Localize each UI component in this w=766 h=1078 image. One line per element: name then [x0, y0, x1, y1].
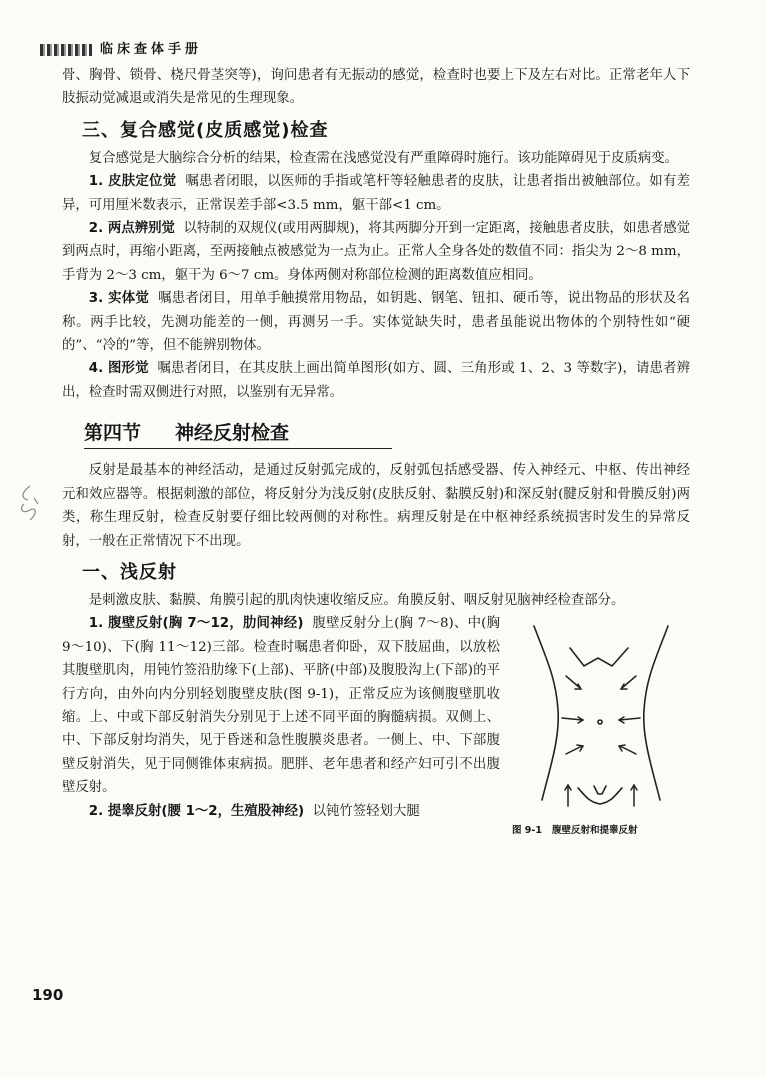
page-body	[62, 64, 690, 840]
margin-scribble-icon	[16, 484, 42, 526]
intro-paragraph: 骨、胸骨、锁骨、桡尺骨茎突等)，询问患者有无振动的感觉，检查时也要上下及左右对比。正常老年人下肢振动觉减退或消失是常见的生理现象。	[62, 68, 690, 107]
list-item	[62, 287, 690, 357]
chapter-number: 第四节	[84, 422, 142, 445]
section-heading-superficial-reflex: 一、浅反射	[82, 561, 177, 583]
item-text: 以钝竹签轻划大腿	[312, 803, 420, 819]
item-title: 2. 提睾反射(腰 1～2，生殖股神经)	[88, 803, 305, 819]
page-number: 190	[32, 986, 64, 1004]
item-title: 1. 腹壁反射(胸 7～12，肋间神经)	[88, 616, 304, 632]
chapter-intro: 反射是最基本的神经活动，是通过反射弧完成的，反射弧包括感受器、传入神经元、中枢、传出神经元和效应器等。根据刺激的部位，将反射分为浅反射(皮肤反射、黏膜反射)和深反射(腱反射和骨膜反射)两类，称生理反射，检查反射要仔细比较两侧的对称性。病理反射是在中枢神经系统损害时发生的异常反射，一般在正常情况下不出现。	[62, 463, 690, 549]
item-text: 以特制的双规仪(或用两脚规)，将其两脚分开到一定距离，接触患者皮肤，如患者感觉到两点时，再缩小距离，至两接触点被感觉为一点为止。正常人全身各处的数值不同：指尖为 2～8 mm，手背为 2～3 cm，躯干为 6～7 cm。身体两侧对称部位检测的距离数值应相同。	[62, 221, 690, 283]
figure-caption-text: 腹壁反射和提睾反射	[551, 824, 638, 836]
chapter-title: 神经反射检查	[175, 422, 290, 445]
section-intro: 是刺激皮肤、黏膜、角膜引起的肌肉快速收缩反应。角膜反射、咽反射见脑神经检查部分。	[88, 592, 625, 608]
chapter-heading	[84, 418, 392, 449]
item-title: 2. 两点辨别觉	[88, 221, 175, 237]
figure-abdominal-reflex	[512, 618, 690, 836]
section-heading-compound-sensation: 三、复合感觉(皮质感觉)检查	[82, 119, 329, 141]
running-head	[40, 38, 202, 57]
item-title: 4. 图形觉	[88, 361, 149, 377]
running-head-title: 临床查体手册	[100, 42, 203, 57]
abdomen-diagram-icon	[512, 618, 690, 814]
list-item	[62, 357, 690, 404]
list-item	[62, 217, 690, 287]
item-text: 嘱患者闭目，用单手触摸常用物品，如钥匙、钢笔、钮扣、硬币等，说出物品的形状及名称。两手比较，先测功能差的一侧，再测另一手。实体觉缺失时，患者虽能说出物体的个别特性如“硬的”、“冷的”等，但不能辨别物体。	[62, 291, 691, 354]
item-title: 3. 实体觉	[88, 291, 150, 307]
list-item	[62, 170, 690, 217]
item-text: 嘱患者闭眼，以医师的手指或笔杆等轻触患者的皮肤，让患者指出被触部位。如有差异，可用厘米数表示，正常误差手部<3.5 mm，躯干部<1 cm。	[62, 174, 690, 213]
section-intro: 复合感觉是大脑综合分析的结果，检查需在浅感觉没有严重障碍时施行。该功能障碍见于皮质病变。	[88, 150, 678, 166]
item-text: 腹壁反射分上(胸 7～8)、中(胸 9～10)、下(胸 11～12)三部。检查时嘱患者仰卧，双下肢屈曲，以放松其腹壁肌肉，用钝竹签沿肋缘下(上部)、平脐(中部)及腹股沟上(下部)的平行方向，由外向内分别轻划腹壁皮肤(图 9-1)，正常反应为该侧腹壁肌收缩。上、中或下部反射消失分别见于上述不同平面的胸髓病损。双侧上、中、下部反射均消失，见于昏迷和急性腹膜炎患者。一侧上、中、下部腹壁反射消失，见于同侧锥体束病损。肥胖、老年患者和经产妇可引不出腹壁反射。	[62, 616, 501, 796]
figure-number: 图 9-1	[512, 824, 542, 836]
item-title: 1. 皮肤定位觉	[88, 174, 177, 190]
item-text: 嘱患者闭目，在其皮肤上画出简单图形(如方、圆、三角形或 1、2、3 等数字)，请患者辨出，检查时需双侧进行对照，以鉴别有无异常。	[62, 361, 690, 400]
figure-caption	[512, 819, 638, 842]
header-ornament	[40, 44, 92, 56]
